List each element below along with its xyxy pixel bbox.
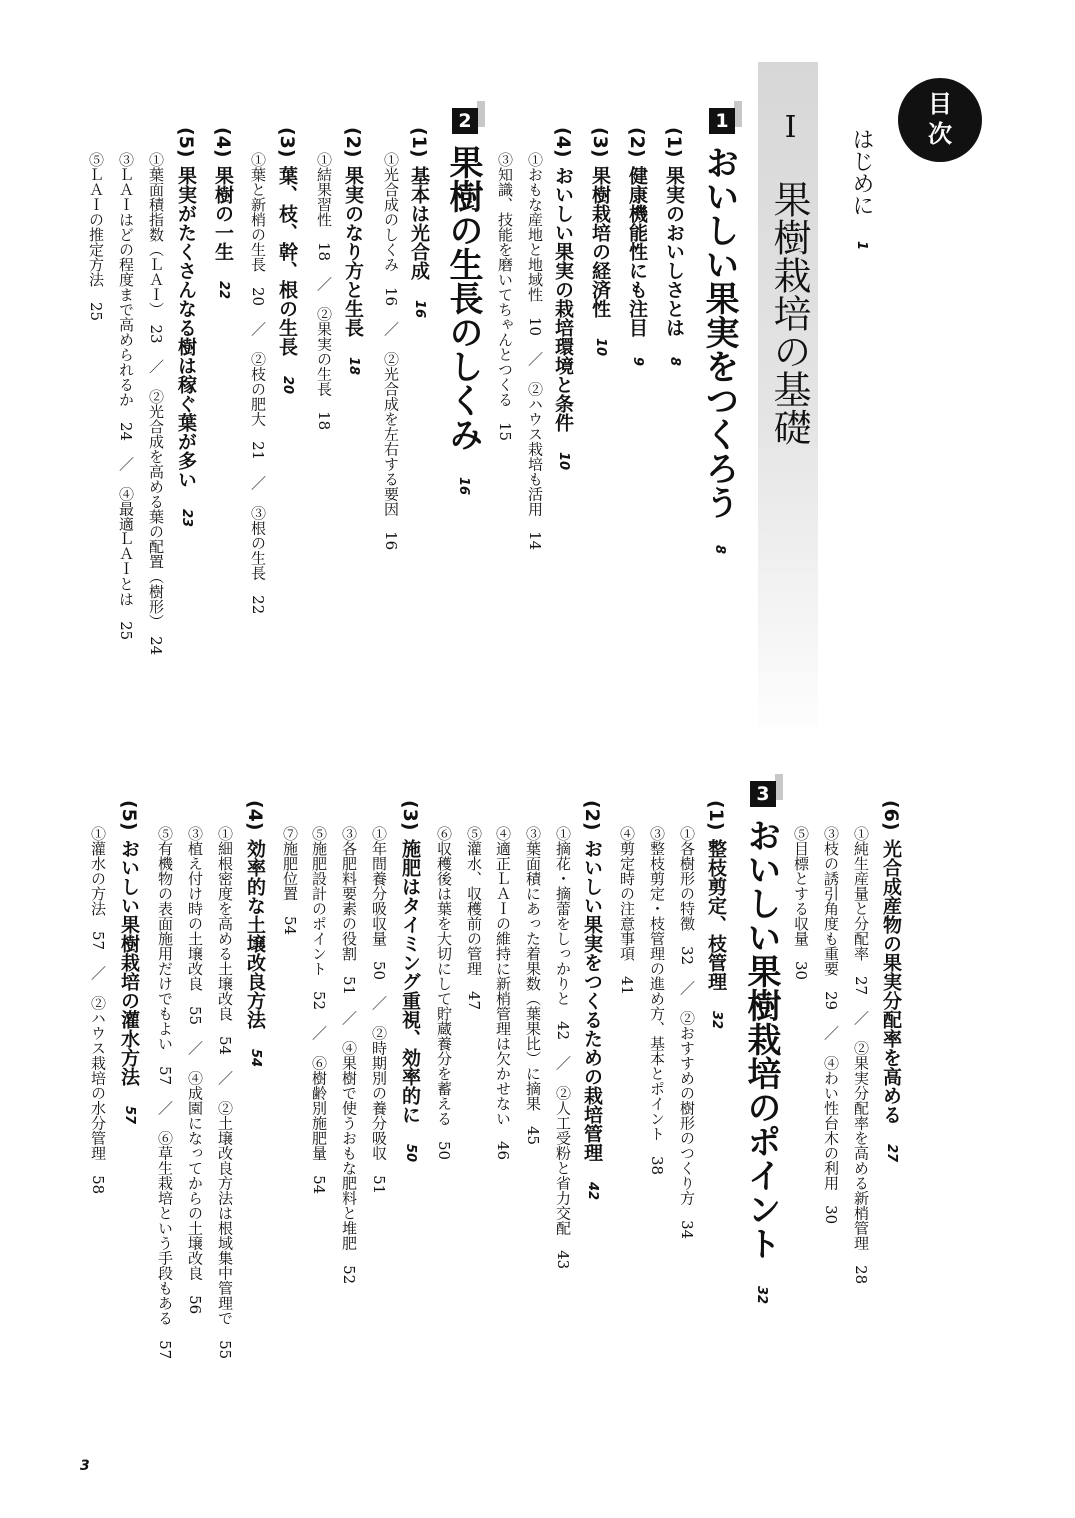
part-title: 果樹栽培の基礎: [767, 180, 811, 446]
intro-page: 1: [854, 241, 869, 251]
toc-heading: (2)果実のなり方と生長 18: [342, 127, 364, 376]
chapter-1-box-shadow: [734, 101, 742, 127]
toc-subentry: ①各樹形の特徴 32 ／ ②おすすめの樹形のつくり方 34: [678, 826, 696, 1240]
toc-heading: (2)健康機能性にも注目 9: [626, 127, 648, 367]
chapter-3-box-shadow: [775, 774, 783, 800]
intro-entry: [850, 128, 872, 250]
chapter-2-box-shadow: [477, 101, 485, 127]
toc-heading: (4)果樹の一生 22: [212, 127, 234, 300]
toc-subentry: ③整枝剪定・枝管理の進め方、基本とポイント 38: [648, 826, 666, 1176]
toc-subentry: ①光合成のしくみ 16 ／ ②光合成を左右する要因 16: [382, 152, 400, 551]
chapter-2-number: 2: [452, 108, 478, 134]
chapter-2-page: 16: [456, 476, 471, 495]
toc-subentry: ④剪定時の注意事項 41: [618, 826, 636, 996]
badge-char-2: 次: [928, 120, 952, 148]
toc-subentry: ③知識、技能を磨いてちゃんとつくる 15: [496, 152, 514, 442]
toc-subentry: ③ＬＡＩはどの程度まで高められるか 24 ／ ④最適ＬＡＩとは 25: [117, 152, 135, 641]
toc-subentry: ③各肥料要素の役割 51 ／ ④果樹で使うおもな肥料と堆肥 52: [340, 826, 358, 1285]
toc-heading: (3)果樹栽培の経済性 10: [589, 127, 611, 357]
chapter-3-number: 3: [750, 781, 776, 807]
toc-heading: (6)光合成産物の果実分配率を高める 27: [880, 800, 902, 1163]
toc-subentry: ⑦施肥位置 54: [281, 826, 299, 936]
chapter-1-entry: [699, 145, 739, 554]
chapter-3-page: 32: [754, 1285, 769, 1304]
toc-subentry: ③葉面積にあった着果数（葉果比）に摘果 45: [524, 826, 542, 1146]
toc-subentry: ⑤施肥設計のポイント 52 ／ ⑥樹齢別施肥量 54: [310, 826, 328, 1195]
chapter-3-title: おいしい果樹栽培のポイント: [741, 818, 781, 1260]
toc-subentry: ⑤ＬＡＩの推定方法 25: [87, 152, 105, 322]
toc-subentry: ①葉と新梢の生長 20 ／ ②枝の肥大 21 ／ ③根の生長 22: [249, 152, 267, 615]
toc-heading: (1)整枝剪定、枝管理 32: [705, 800, 727, 1030]
toc-heading: (5)果実がたくさんなる樹は稼ぐ葉が多い 23: [175, 127, 197, 528]
toc-subentry: ①摘花・摘蕾をしっかりと 42 ／ ②人工受粉と省力交配 43: [554, 826, 572, 1270]
toc-heading: (2)おいしい果実をつくるための栽培管理 42: [581, 800, 603, 1201]
toc-subentry: ①葉面積指数（ＬＡＩ） 23 ／ ②光合成を高める葉の配置（樹形） 24: [147, 152, 165, 656]
toc-heading: (3)施肥はタイミング重視、効率的に 50: [399, 800, 421, 1163]
toc-heading: (3)葉、枝、幹、根の生長 20: [276, 127, 298, 395]
toc-heading: (4)おいしい果実の栽培環境と条件 10: [552, 127, 574, 471]
toc-heading: (4)効率的な土壌改良方法 54: [244, 800, 266, 1068]
toc-badge: [898, 78, 982, 162]
part-numeral: Ⅰ: [773, 110, 808, 145]
toc-heading: (1)基本は光合成 16: [408, 127, 430, 319]
toc-subentry: ①結果習性 18 ／ ②果実の生長 18: [315, 152, 333, 431]
chapter-2-entry: [443, 145, 483, 495]
page-number: 3: [80, 1458, 90, 1474]
toc-subentry: ④適正ＬＡＩの維持に新梢管理は欠かせない 46: [494, 826, 512, 1161]
toc-subentry: ①年間養分吸収量 50 ／ ②時期別の養分吸収 51: [370, 826, 388, 1195]
badge-char-1: 目: [928, 90, 952, 118]
toc-heading: (1)果実のおいしさとは 8: [663, 127, 685, 367]
toc-subentry: ①純生産量と分配率 27 ／ ②果実分配率を高める新梢管理 28: [852, 826, 870, 1285]
chapter-1-title: おいしい果実をつくろう: [699, 145, 739, 519]
toc-subentry: ③植え付け時の土壌改良 55 ／ ④成園になってからの土壌改良 56: [186, 826, 204, 1315]
toc-subentry: ⑤灌水、収穫前の管理 47: [465, 826, 483, 1011]
toc-subentry: ⑤有機物の表面施用だけでもよい 57 ／ ⑥草生栽培という手段もある 57: [156, 826, 174, 1360]
chapter-2-title: 果樹の生長のしくみ: [443, 145, 483, 451]
toc-subentry: ①灌水の方法 57 ／ ②ハウス栽培の水分管理 58: [89, 826, 107, 1195]
chapter-3-entry: [741, 818, 781, 1304]
chapter-1-number: 1: [709, 108, 735, 134]
toc-subentry: ①細根密度を高める土壌改良 54 ／ ②土壌改良方法は根域集中管理で 55: [216, 826, 234, 1360]
intro-label: はじめに: [849, 128, 874, 216]
toc-subentry: ⑥収穫後は葉を大切にして貯蔵養分を蓄える 50: [435, 826, 453, 1161]
toc-subentry: ①おもな産地と地域性 10 ／ ②ハウス栽培も活用 14: [526, 152, 544, 551]
toc-heading: (5)おいしい果樹栽培の灌水方法 57: [118, 800, 140, 1125]
toc-subentry: ⑤目標とする収量 30: [792, 826, 810, 981]
chapter-1-page: 8: [712, 544, 727, 554]
toc-subentry: ③枝の誘引角度も重要 29 ／ ④わい性台木の利用 30: [822, 826, 840, 1225]
